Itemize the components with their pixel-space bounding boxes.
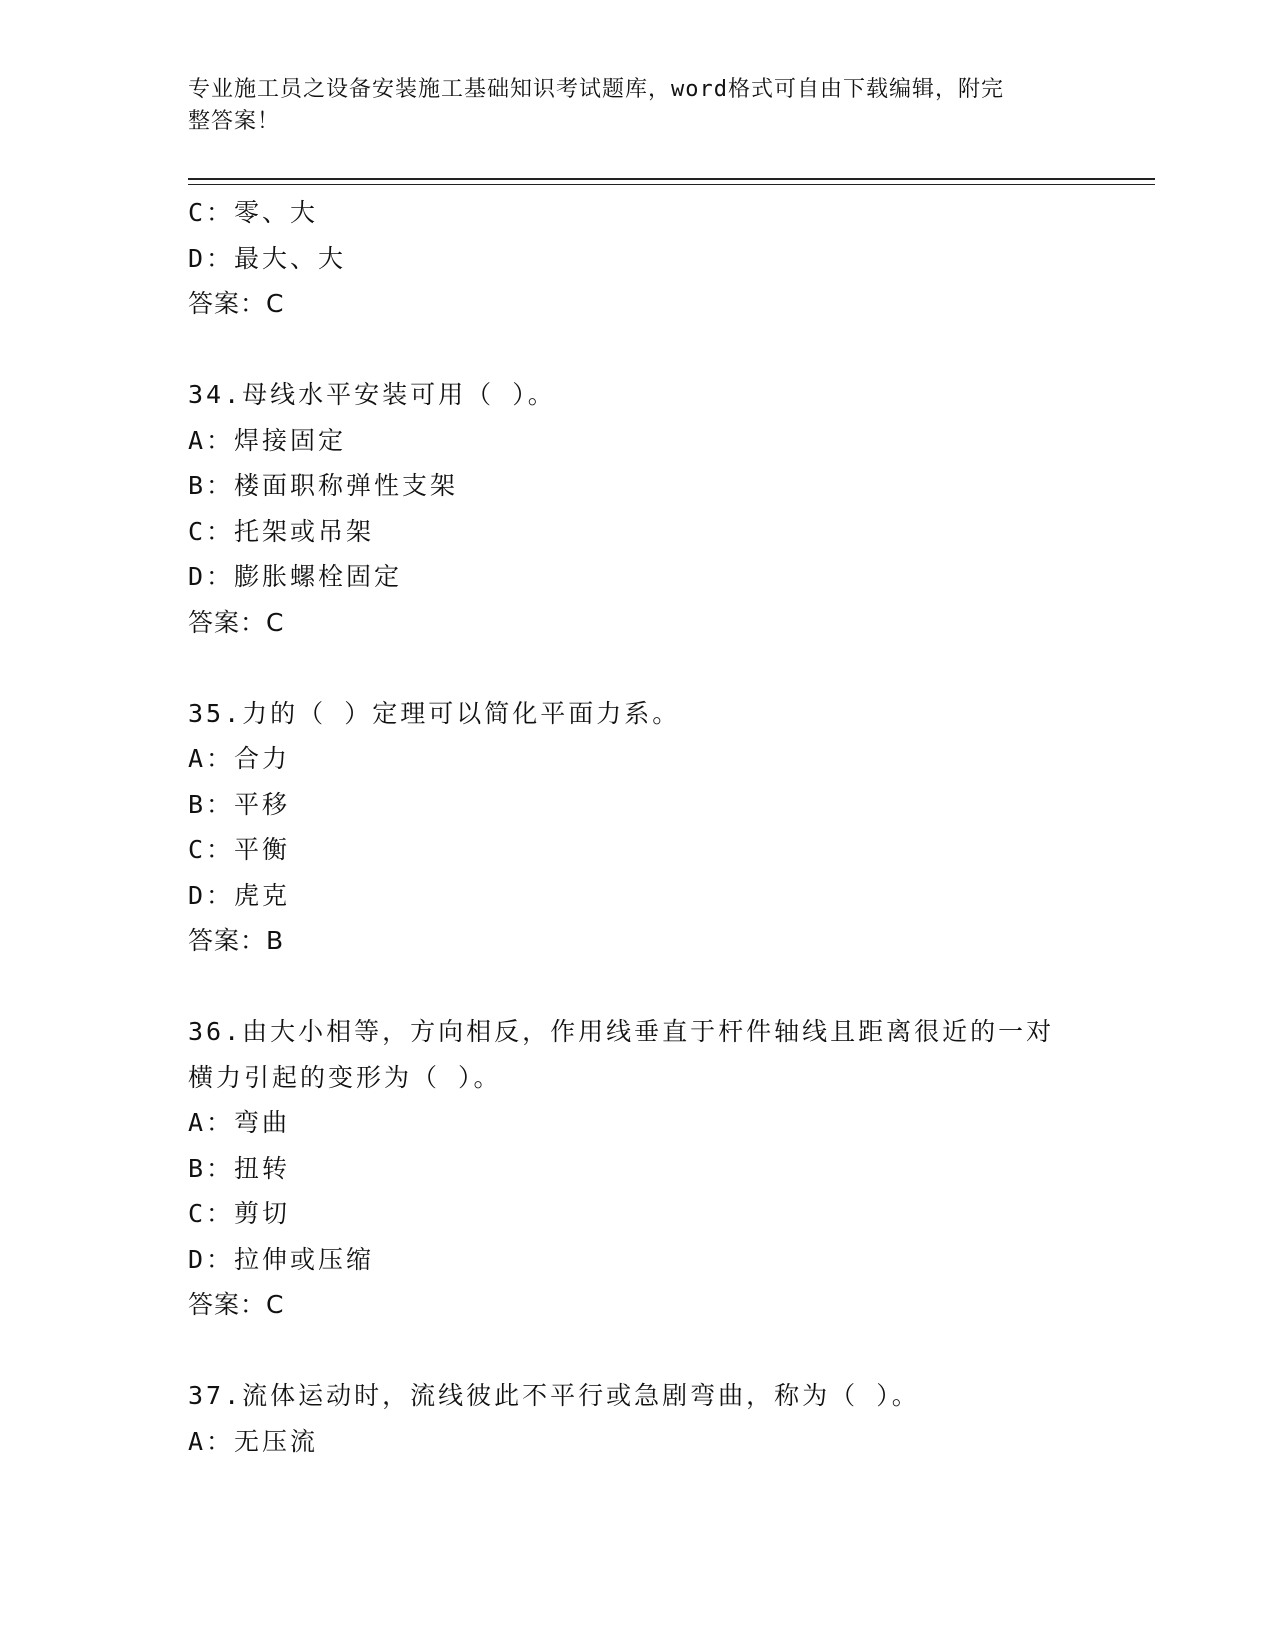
- option-c: C：托架或吊架: [188, 516, 375, 546]
- document-header: [188, 74, 1068, 138]
- question-block-36: [188, 1009, 1088, 1328]
- option-a: A：合力: [188, 744, 291, 773]
- spacer: [188, 964, 1088, 1010]
- option-b: B：楼面职称弹性支架: [188, 471, 459, 500]
- option-d: D：膨胀螺栓固定: [188, 562, 403, 591]
- option-d: D：最大、大: [188, 243, 347, 273]
- spacer: [188, 645, 1088, 691]
- option-a: A：焊接固定: [188, 425, 347, 455]
- option-d: D：虎克: [188, 880, 291, 910]
- header-line-2: 整答案！: [188, 109, 281, 134]
- header-divider-thin: [188, 184, 1155, 185]
- answer-label: 答案：C: [188, 289, 285, 318]
- option-a: A：无压流: [188, 1426, 319, 1456]
- question-list: [188, 190, 1088, 1464]
- question-stem: 35.力的（ ）定理可以简化平面力系。: [188, 698, 681, 728]
- question-block-37: [188, 1373, 1088, 1464]
- question-stem: 34.母线水平安装可用（ ）。: [188, 380, 556, 409]
- option-b: B：扭转: [188, 1153, 291, 1183]
- option-d: D：拉伸或压缩: [188, 1244, 375, 1274]
- answer-label: 答案：C: [188, 1290, 285, 1319]
- spacer: [188, 1328, 1088, 1374]
- question-stem-line-1: 36.由大小相等，方向相反，作用线垂直于杆件轴线且距离很近的一对: [188, 1017, 1055, 1046]
- option-b: B：平移: [188, 789, 291, 819]
- question-block-33: [188, 190, 1088, 327]
- question-block-35: [188, 691, 1088, 964]
- question-stem: 37.流体运动时，流线彼此不平行或急剧弯曲，称为（ ）。: [188, 1381, 920, 1410]
- question-block-34: [188, 372, 1088, 645]
- answer-label: 答案：B: [188, 926, 285, 955]
- spacer: [188, 327, 1088, 373]
- option-a: A：弯曲: [188, 1108, 291, 1137]
- answer-label: 答案：C: [188, 607, 285, 637]
- option-c: C：平衡: [188, 835, 291, 864]
- question-stem-line-2: 横力引起的变形为（ ）。: [188, 1062, 502, 1092]
- header-divider-thick: [188, 178, 1155, 180]
- option-c: C：剪切: [188, 1199, 291, 1228]
- option-c: C：零、大: [188, 198, 319, 227]
- header-line-1: 专业施工员之设备安装施工基础知识考试题库，word格式可自由下载编辑，附完: [188, 77, 1004, 102]
